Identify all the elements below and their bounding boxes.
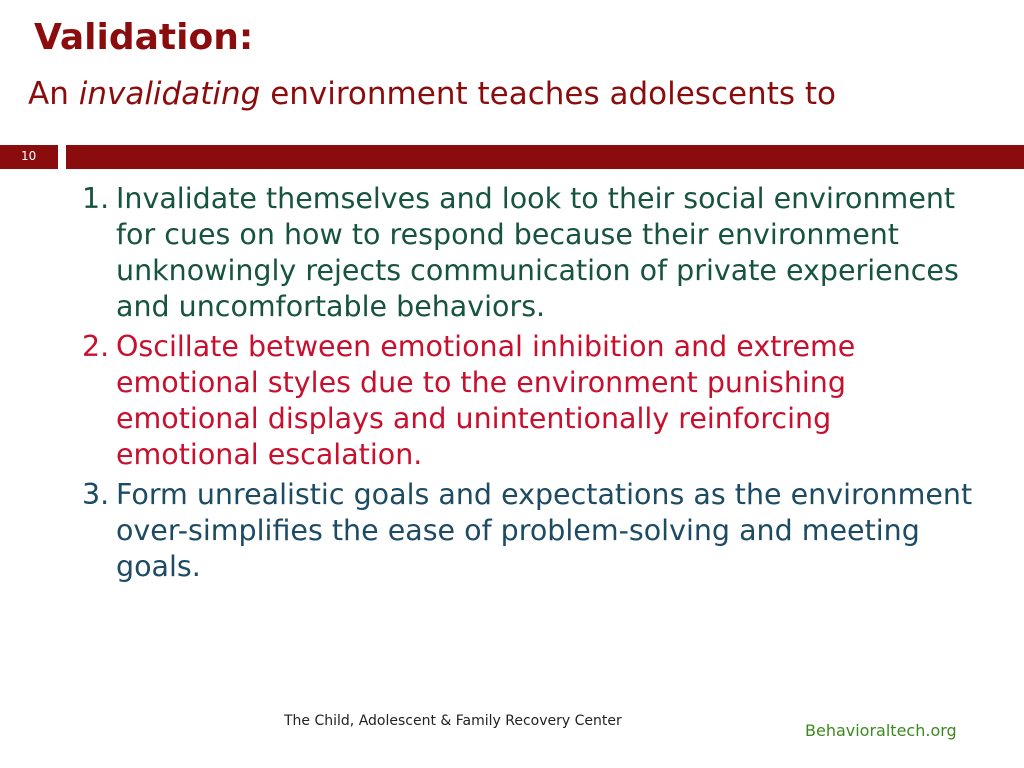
slide-subtitle bbox=[28, 72, 1008, 116]
list-item-text: Form unrealistic goals and expectations as the environment over-simplifies the ease of problem-solving and meeting goals. bbox=[116, 478, 973, 583]
slide-title: Validation: bbox=[34, 17, 254, 58]
subtitle-suffix: environment teaches adolescents to bbox=[270, 76, 836, 112]
list-item-number: 1. bbox=[82, 182, 110, 215]
subtitle-prefix: An bbox=[28, 76, 69, 112]
subtitle-emphasis: invalidating bbox=[78, 76, 261, 112]
footer-website: Behavioraltech.org bbox=[805, 721, 957, 740]
slide-title-block bbox=[28, 14, 1008, 116]
list-item bbox=[82, 181, 982, 325]
header-divider-bar bbox=[66, 145, 1024, 169]
list-item bbox=[82, 329, 982, 473]
numbered-list bbox=[82, 181, 982, 589]
header-rule bbox=[0, 145, 1024, 169]
list-item-number: 2. bbox=[82, 330, 110, 363]
list-item-number: 3. bbox=[82, 478, 110, 511]
slide-number: 10 bbox=[0, 145, 58, 169]
list-item bbox=[82, 477, 982, 585]
list-item-text: Invalidate themselves and look to their social environment for cues on how to respond because their environment unknowingly rejects communication of private experiences and uncomfortable behaviors. bbox=[116, 182, 959, 323]
footer-organization: The Child, Adolescent & Family Recovery Center bbox=[284, 713, 622, 729]
list-item-text: Oscillate between emotional inhibition and extreme emotional styles due to the environment punishing emotional displays and unintentionally reinforcing emotional escalation. bbox=[116, 330, 856, 471]
